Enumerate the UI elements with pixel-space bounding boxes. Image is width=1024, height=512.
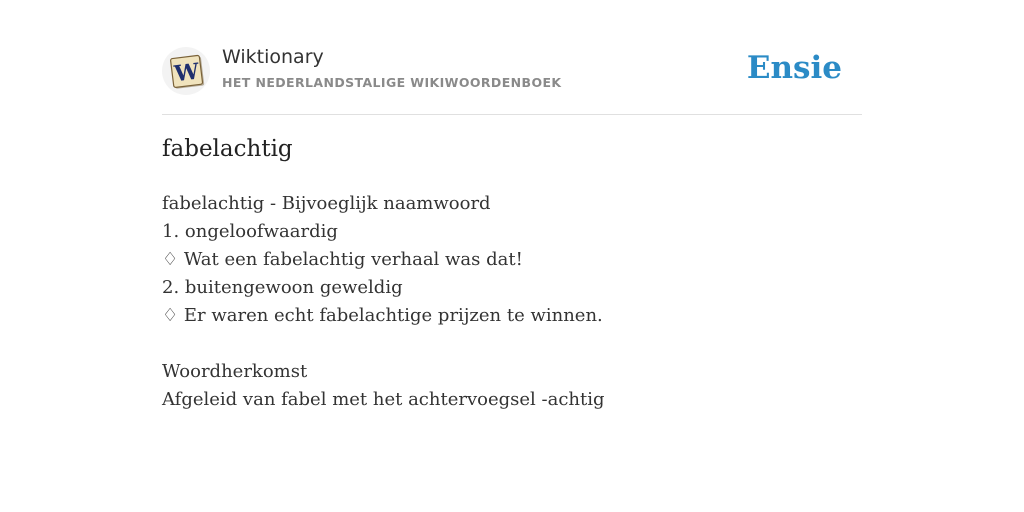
sense-1: 1. ongeloofwaardig — [162, 221, 338, 242]
wiktionary-tile-icon — [162, 47, 210, 95]
logo-letter: W — [172, 58, 201, 88]
wiktionary-logo[interactable] — [162, 47, 210, 95]
example-1: ♢ Wat een fabelachtig verhaal was dat! — [162, 249, 523, 270]
entry-definition — [162, 190, 862, 414]
ensie-brand-link[interactable]: Ensie — [746, 50, 842, 86]
blank-line — [162, 330, 862, 358]
example-2: ♢ Er waren echt fabelachtige prijzen te winnen. — [162, 305, 603, 326]
etymology-text: Afgeleid van fabel met het achtervoegsel -achtig — [162, 389, 605, 410]
word-class-line: fabelachtig - Bijvoeglijk naamwoord — [162, 193, 491, 214]
entry-term: fabelachtig — [162, 136, 293, 162]
site-title[interactable]: Wiktionary — [222, 46, 324, 68]
sense-2: 2. buitengewoon geweldig — [162, 277, 403, 298]
header — [162, 44, 862, 115]
etymology-heading: Woordherkomst — [162, 361, 308, 382]
site-tagline: HET NEDERLANDSTALIGE WIKIWOORDENBOEK — [222, 75, 562, 90]
